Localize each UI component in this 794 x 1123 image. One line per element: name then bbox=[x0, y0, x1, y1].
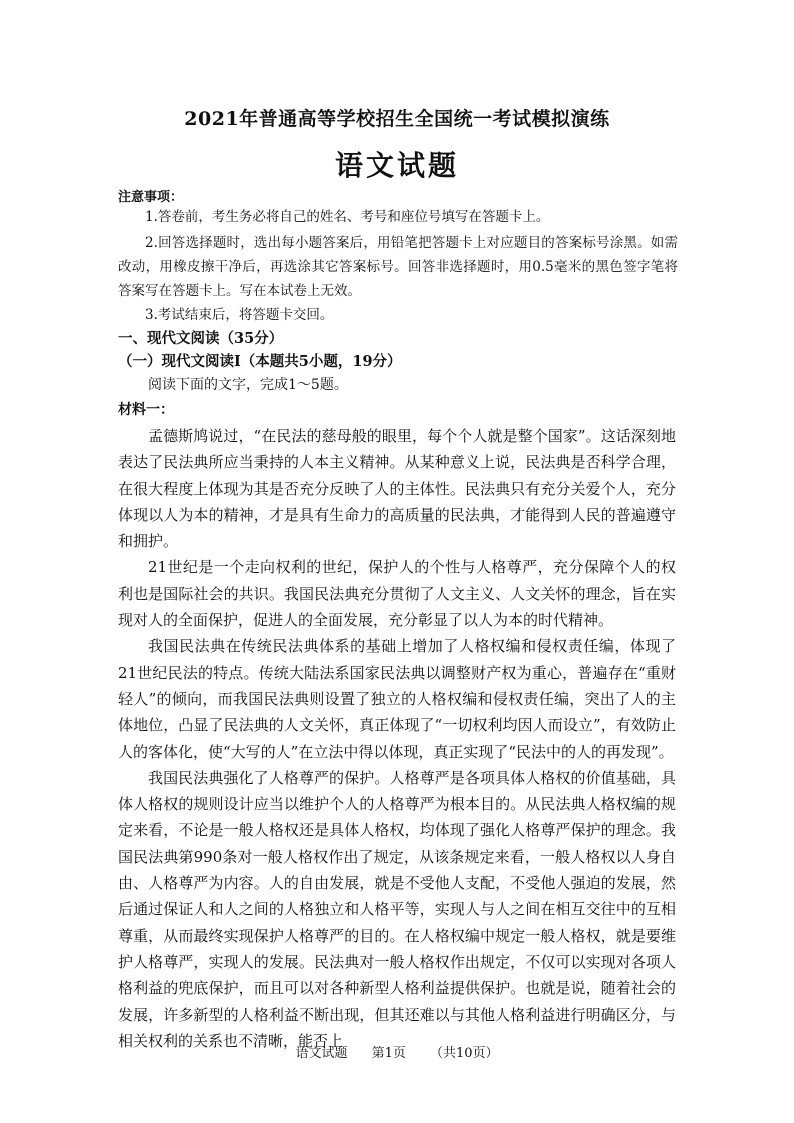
footer-subject: 语文试题 bbox=[295, 1046, 348, 1061]
passage-paragraph: 孟德斯鸠说过，“在民法的慈母般的眼里，每个个人就是整个国家”。这话深刻地表达了民法典所应当秉持的人本主义精神。从某种意义上说，民法典是否科学合理，在很大程度上体现为其是否充分反映了人的主体性。民法典只有充分关爱个人，充分体现以人为本的精神，才是具有生命力的高质量的民法典，才能得到人民的普遍遵守和拥护。 bbox=[118, 427, 676, 551]
exam-title: 2021年普通高等学校招生全国统一考试模拟演练 bbox=[184, 108, 610, 130]
page-footer bbox=[0, 1042, 794, 1061]
passage-paragraph: 我国民法典在传统民法典体系的基础上增加了人格权编和侵权责任编，体现了21世纪民法的特点。传统大陆法系国家民法典以调整财产权为重心，普遍存在“重财轻人”的倾向，而我国民法典则设置了独立的人格权编和侵权责任编，突出了人的主体地位，凸显了民法典的人文关怀，真正体现了“一切权利均因人而设立”，有效防止人的客体化，使“大写的人”在立法中得以体现，真正实现了“民法中的人的再发现”。 bbox=[118, 637, 676, 761]
subsection-title: （一）现代文阅读Ⅰ（本题共5小题，19分） bbox=[118, 353, 402, 370]
notice-item: 2.回答选择题时，选出每小题答案后，用铅笔把答题卡上对应题目的答案标号涂黑。如需改动，用橡皮擦干净后，再选涂其它答案标号。回答非选择题时，用0.5毫米的黑色签字笔将答案写在答题卡上。写在本试卷上无效。 bbox=[118, 235, 678, 299]
reading-instruction: 阅读下面的文字，完成1～5题。 bbox=[148, 377, 348, 393]
subject-title: 语文试题 bbox=[334, 149, 459, 182]
notice-item: 3.考试结束后，将答题卡交回。 bbox=[145, 307, 334, 323]
material-label: 材料一： bbox=[118, 402, 174, 418]
footer-page-number: 第1页 bbox=[371, 1046, 406, 1061]
notice-heading: 注意事项： bbox=[118, 190, 184, 205]
footer-total-pages: （共10页） bbox=[430, 1046, 499, 1061]
reading-passage bbox=[118, 423, 676, 1054]
notice-item: 1.答卷前，考生务必将自己的姓名、考号和座位号填写在答题卡上。 bbox=[145, 209, 550, 225]
section-title: 一、现代文阅读（35分） bbox=[118, 330, 284, 347]
passage-paragraph: 我国民法典强化了人格尊严的保护。人格尊严是各项具体人格权的价值基础，具体人格权的规则设计应当以维护个人的人格尊严为根本目的。从民法典人格权编的规定来看，不论是一般人格权还是具体人格权，均体现了强化人格尊严保护的理念。我国民法典第990条对一般人格权作出了规定，从该条规定来看，一般人格权以人身自由、人格尊严为内容。人的自由发展，就是不受他人支配，不受他人强迫的发展，然后通过保证人和人之间的人格独立和人格平等，实现人与人之间在相互交往中的互相尊重，从而最终实现保护人格尊严的目的。在人格权编中规定一般人格权，就是要维护人格尊严，实现人的发展。民法典对一般人格权作出规定，不仅可以实现对各项人格利益的兜底保护，而且可以对各种新型人格利益提供保护。也就是说，随着社会的发展，许多新型的人格利益不断出现，但其还难以与其他人格利益进行明确区分，与相关权利的关系也不清晰，能否上 bbox=[118, 768, 676, 1050]
passage-paragraph: 21世纪是一个走向权利的世纪，保护人的个性与人格尊严，充分保障个人的权利也是国际社会的共识。我国民法典充分贯彻了人文主义、人文关怀的理念，旨在实现对人的全面保护，促进人的全面发展，充分彰显了以人为本的时代精神。 bbox=[118, 558, 676, 630]
